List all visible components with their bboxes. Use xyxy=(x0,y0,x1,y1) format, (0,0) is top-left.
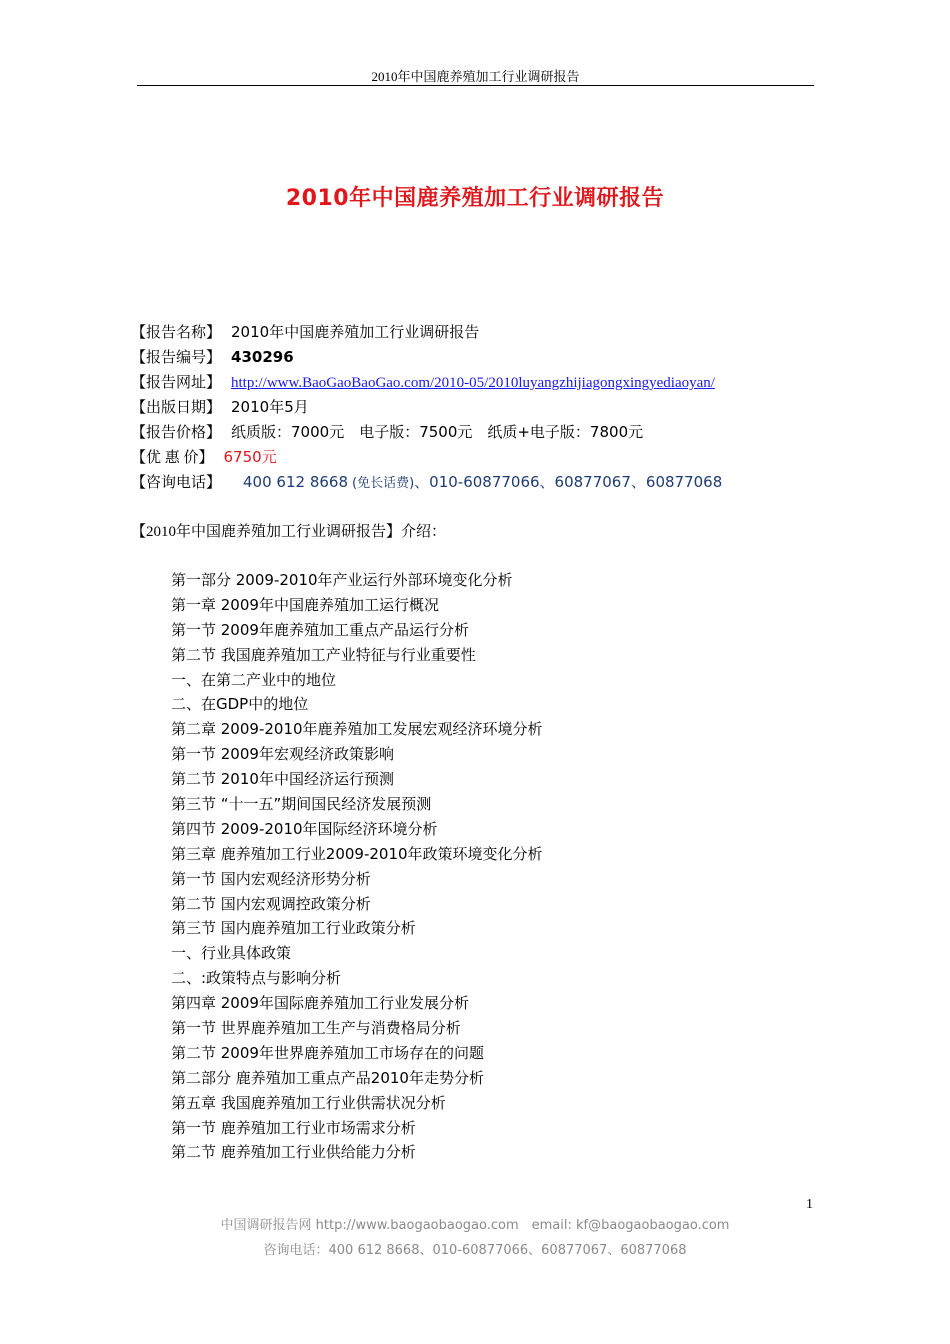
report-url-link[interactable]: http://www.BaoGaoBaoGao.com/2010-05/2010luyangzhijiagongxingyediaoyan/ xyxy=(231,375,715,391)
toc-item: 第三节 “十一五”期间国民经济发展预测 xyxy=(171,795,432,814)
info-row-phone xyxy=(131,470,722,495)
info-row-url xyxy=(131,370,722,395)
info-row-discount xyxy=(131,445,722,470)
toc-item: 第一部分 2009-2010年产业运行外部环境变化分析 xyxy=(171,571,513,589)
toc-item: 第三章 鹿养殖加工行业2009-2010年政策环境变化分析 xyxy=(171,844,543,863)
info-row-date xyxy=(131,395,722,420)
discount-value: 6750元 xyxy=(223,448,277,466)
toc-item: 第二节 国内宏观调控政策分析 xyxy=(171,894,371,913)
report-info xyxy=(131,320,722,495)
toc-item: 第二部分 鹿养殖加工重点产品2010年走势分析 xyxy=(171,1068,484,1087)
toc-item: 第二章 2009-2010年鹿养殖加工发展宏观经济环境分析 xyxy=(171,720,543,739)
discount-label: 【优 惠 价】 xyxy=(131,450,214,466)
toc-item: 一、行业具体政策 xyxy=(171,944,292,963)
toc-item: 第二节 我国鹿养殖加工产业特征与行业重要性 xyxy=(171,645,476,664)
toc-item: 一、在第二产业中的地位 xyxy=(171,670,337,689)
toc-item: 第二节 2009年世界鹿养殖加工市场存在的问题 xyxy=(171,1043,484,1062)
price-value: 纸质版：7000元 电子版：7500元 纸质+电子版：7800元 xyxy=(231,423,644,441)
code-label: 【报告编号】 xyxy=(131,350,222,366)
toc-item: 二、:政策特点与影响分析 xyxy=(171,969,342,988)
toc-item: 第二节 2010年中国经济运行预测 xyxy=(171,770,394,789)
name-label: 【报告名称】 xyxy=(131,325,222,341)
header-divider xyxy=(137,85,814,86)
phone-free-note: (免长话费) xyxy=(352,476,415,491)
intro-heading: 【2010年中国鹿养殖加工行业调研报告】介绍： xyxy=(131,524,447,540)
toc-item: 二、在GDP中的地位 xyxy=(171,695,309,714)
phone-numbers-extra: 、010-60877066、60877067、60877068 xyxy=(414,473,723,491)
toc-item: 第一章 2009年中国鹿养殖加工运行概况 xyxy=(171,595,439,614)
toc-item: 第一节 2009年鹿养殖加工重点产品运行分析 xyxy=(171,620,469,639)
toc-item: 第二节 鹿养殖加工行业供给能力分析 xyxy=(171,1143,416,1162)
phone-label: 【咨询电话】 xyxy=(131,475,222,491)
info-row-price xyxy=(131,420,722,445)
toc-item: 第四章 2009年国际鹿养殖加工行业发展分析 xyxy=(171,994,469,1013)
url-label: 【报告网址】 xyxy=(131,375,222,391)
date-value: 2010年5月 xyxy=(231,398,309,416)
footer-line-1: 中国调研报告网 http://www.baogaobaogao.com email: kf@baogaobaogao.com xyxy=(220,1218,730,1233)
date-label: 【出版日期】 xyxy=(131,400,222,416)
name-value: 2010年中国鹿养殖加工行业调研报告 xyxy=(231,323,480,341)
code-value: 430296 xyxy=(231,348,294,366)
toc-item: 第一节 国内宏观经济形势分析 xyxy=(171,869,371,888)
info-row-code xyxy=(131,345,722,370)
info-row-name xyxy=(131,320,722,345)
toc-item: 第三节 国内鹿养殖加工行业政策分析 xyxy=(171,919,416,938)
phone-number: 400 612 8668 xyxy=(243,473,348,491)
toc-item: 第一节 鹿养殖加工行业市场需求分析 xyxy=(171,1118,416,1137)
price-label: 【报告价格】 xyxy=(131,425,222,441)
report-title: 2010年中国鹿养殖加工行业调研报告 xyxy=(285,186,665,211)
toc-item: 第五章 我国鹿养殖加工行业供需状况分析 xyxy=(171,1093,446,1112)
toc-item: 第一节 2009年宏观经济政策影响 xyxy=(171,745,394,764)
table-of-contents xyxy=(171,568,543,1165)
footer-line-2: 咨询电话：400 612 8668、010-60877066、60877067、60877068 xyxy=(263,1243,687,1258)
page-header: 2010年中国鹿养殖加工行业调研报告 xyxy=(371,69,580,84)
toc-item: 第四节 2009-2010年国际经济环境分析 xyxy=(171,819,438,838)
toc-item: 第一节 世界鹿养殖加工生产与消费格局分析 xyxy=(171,1019,461,1038)
page-number: 1 xyxy=(806,1197,813,1212)
